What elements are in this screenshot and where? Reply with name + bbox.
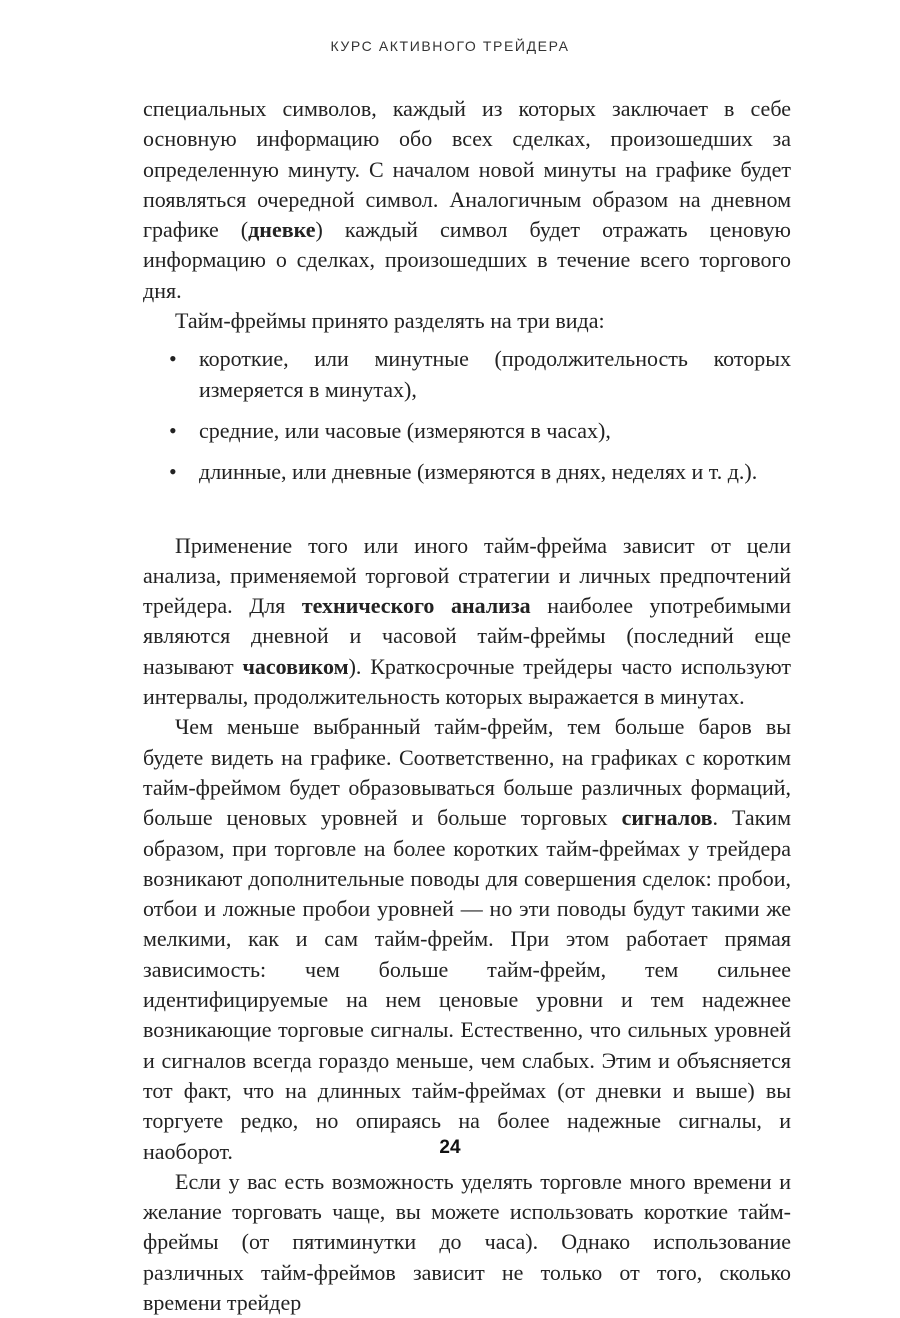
term-dnevka: дневке <box>248 217 316 243</box>
list-item <box>143 416 791 446</box>
page-body <box>143 94 791 1318</box>
bullet: • <box>169 346 177 372</box>
page-number: 24 <box>439 1137 461 1158</box>
term-technical-analysis: технического анализа <box>301 593 531 619</box>
term-signals: сигналов <box>621 805 713 831</box>
bullet: • <box>169 417 177 443</box>
paragraph-short-timeframes: Если у вас есть возможность уделять торговле много времени и желание торговать чаще, вы можете использовать короткие тайм-фреймы (от пятиминутки до часа). Однако использование различных тайм-фреймов зависит не только от того, сколько времени трейдер <box>143 1168 791 1315</box>
paragraph-text: специальных символов, каждый из которых заключает в себе основную информацию обо всех сделках, произошедших за определенную минуту. С началом новой минуты на графике будет появляться очередной символ. Аналогичным образом на дневном графике ( <box>143 96 791 243</box>
paragraph-application <box>143 531 791 713</box>
list-item <box>143 457 791 487</box>
paragraph-intro: Тайм-фреймы принято разделять на три вида: <box>175 308 605 334</box>
section-gap <box>143 499 791 531</box>
list-item-text: короткие, или минутные (продолжительность которых измеряется в минутах), <box>199 346 791 402</box>
paragraph-text: . Таким образом, при торговле на более коротких тайм-фреймах у трейдера возникают дополнительные поводы для совершения сделок: пробои, отбои и ложные пробои уровней — но эти поводы будут такими же мелкими, как и сам тайм-фрейм. При этом работает прямая зависимость: чем больше тайм-фрейм, тем сильнее идентифицируемые на нем ценовые уровни и тем надежнее возникающие торговые сигналы. Естественно, что сильных уровней и сигналов всегда гораздо меньше, чем слабых. Этим и объясняется тот факт, что на длинных тайм-фреймах (от дневки и выше) вы торгуете редко, но опираясь на более надежные сигналы, и наоборот. <box>143 805 791 1164</box>
paragraph-continuation <box>143 94 791 306</box>
running-head: КУРС АКТИВНОГО ТРЕЙДЕРА <box>330 38 570 54</box>
paragraph-text: Чем меньше выбранный тайм-фрейм, тем больше баров вы будете видеть на графике. Соответственно, на графиках с коротким тайм-фреймом будет образовываться больше различных формаций, больше ценовых уровней и больше торговых <box>143 714 791 831</box>
paragraph-bars <box>143 712 791 1166</box>
list-item-text: средние, или часовые (измеряются в часах), <box>199 417 611 443</box>
term-chasovik: часовиком <box>242 653 349 679</box>
paragraph-text: наиболее употребимыми являются дневной и часовой тайм-фреймы (последний еще называют <box>143 593 792 679</box>
paragraph-text: ) каждый символ будет отражать ценовую информацию о сделках, произошедших в течение всего торгового дня. <box>143 217 791 303</box>
paragraph-text: Применение того или иного тайм-фрейма зависит от цели анализа, применяемой торговой стратегии и личных предпочтений трейдера. Для <box>143 532 791 619</box>
bullet: • <box>169 459 177 485</box>
list-item-text: длинные, или дневные (измеряются в днях, неделях и т. д.). <box>199 459 758 485</box>
timeframe-list <box>143 344 791 487</box>
paragraph-text: ). Краткосрочные трейдеры часто используют интервалы, продолжительность которых выражается в минутах. <box>143 653 792 710</box>
list-item <box>143 344 791 405</box>
